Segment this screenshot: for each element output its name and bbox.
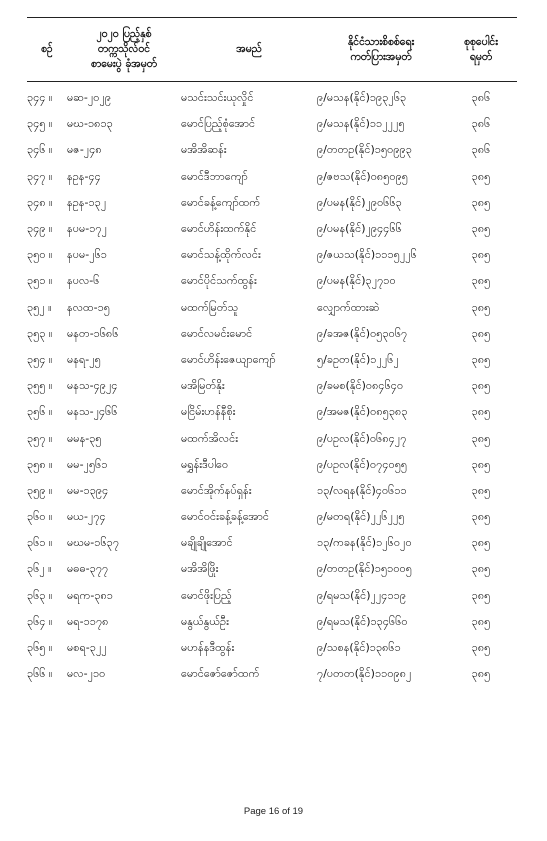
- nrc-cell: ၉/ပမန(နိုင်)၂၉၀၆၆၃: [317, 195, 402, 209]
- serial-cell: ၃၆၀ ။: [27, 510, 53, 524]
- name-cell: မောင်ပိုင်သက်ထွန်း: [181, 274, 257, 288]
- name-cell: မနွယ်နွယ်ဦး: [181, 614, 229, 628]
- header-nrc-line: နိုင်ငံသားစိစစ်ရေး: [347, 35, 415, 48]
- score-cell: ၃၈၅: [471, 300, 491, 314]
- serial-cell: ၃၆၄ ။: [27, 614, 53, 628]
- roll-cell: မဆ-၂၀၂၉: [67, 91, 112, 105]
- nrc-cell: ၇/ပတတ(နိုင်)၁၁၀၉၈၂: [317, 667, 412, 681]
- nrc-cell: ၉/သစန(နိုင်)၁၃၈၆၁: [317, 641, 401, 655]
- serial-cell: ၃၆၃ ။: [27, 588, 53, 602]
- name-cell: မဟန်နဒီထွန်း: [181, 641, 235, 655]
- score-cell: ၃၈၅: [471, 222, 491, 236]
- roll-cell: မနသ-၂၄၆၆: [67, 405, 118, 419]
- name-cell: မရွှန်းဒီပါဝေ: [181, 457, 229, 471]
- score-cell: ၃၈၅: [471, 588, 491, 602]
- serial-cell: ၃၄၈ ။: [27, 195, 53, 209]
- name-cell: မောင်ခန့်ကျော်ထက်: [181, 195, 261, 209]
- nrc-cell: ၉/ခမစ(နိုင်)၀၈၄၆၄၀: [317, 379, 404, 393]
- roll-cell: နပမ-၁၇၂: [67, 222, 107, 236]
- serial-cell: ၃၅၅ ။: [27, 379, 53, 393]
- table-row: [27, 217, 517, 243]
- roll-cell: နဥန-၁၃၂: [67, 195, 107, 209]
- table-row: [27, 584, 517, 610]
- nrc-cell: ၉/မသန(နိုင်)၁၁၂၂၂၅: [317, 117, 405, 131]
- serial-cell: ၃၄၄ ။: [27, 91, 53, 105]
- serial-cell: ၃၆၂ ။: [27, 562, 52, 576]
- nrc-cell: ၉/ရမသ(နိုင်)၂၂၄၁၁၉: [317, 588, 407, 602]
- table-row: [27, 400, 517, 426]
- header-roll-line: တက္ကသိုလ်ဝင်: [97, 43, 151, 55]
- roll-cell: မရ-၁၁၇၈: [67, 614, 109, 628]
- table-row: [27, 243, 517, 269]
- name-cell: မောင်ဝင်းခန့်ခန့်အောင်: [181, 510, 269, 524]
- table-row: [27, 557, 517, 583]
- page-number-footer: Page 16 of 19: [243, 806, 304, 817]
- header-name: အမည်: [236, 43, 262, 55]
- table-row: [27, 662, 517, 688]
- score-cell: ၃၈၆: [471, 143, 491, 157]
- name-cell: မအိအိဖြိုး: [181, 562, 219, 576]
- name-cell: မောင်အိုက်နပ်ရှန်း: [181, 483, 252, 497]
- score-cell: ၃၈၅: [471, 274, 491, 288]
- serial-cell: ၃၅၆ ။: [27, 405, 53, 419]
- score-cell: ၃၈၅: [471, 169, 491, 183]
- score-cell: ၃၈၅: [471, 641, 491, 655]
- table-row: [27, 322, 517, 348]
- serial-cell: ၃၅၇ ။: [27, 431, 53, 445]
- serial-cell: ၃၅၉ ။: [27, 483, 53, 497]
- table-row: [27, 296, 517, 322]
- header-roll-number: [67, 18, 181, 82]
- nrc-cell: ၉/တတဥ(နိုင်)၁၅၁၀၀၅: [317, 562, 412, 576]
- roll-cell: မဇ-၂၄၈: [67, 143, 102, 157]
- score-cell: ၃၈၅: [471, 667, 491, 681]
- score-cell: ၃၈၅: [471, 614, 491, 628]
- header-total-score: [445, 18, 517, 82]
- table-row: [27, 636, 517, 662]
- nrc-cell: ၁၃/လရန(နိုင်)၄၀၆၁၁: [317, 483, 407, 497]
- roll-cell: နဥန-၄၄: [67, 169, 101, 183]
- header-score-line: ရမှတ်: [469, 50, 493, 63]
- serial-cell: ၃၄၇ ။: [27, 169, 53, 183]
- roll-cell: မနတ-၁၆၈၆: [67, 326, 119, 340]
- name-cell: မအိမြတ်နိုး: [181, 379, 225, 393]
- serial-cell: ၃၅၃ ။: [27, 326, 53, 340]
- nrc-cell: ၅/ခဥတ(နိုင်)၁၂၂၆၂: [317, 352, 399, 366]
- score-cell: ၃၈၅: [471, 536, 491, 550]
- nrc-cell: ၉/ပဥလ(နိုင်)၀၆၈၄၂၇: [317, 431, 407, 445]
- score-cell: ၃၈၅: [471, 405, 491, 419]
- nrc-cell: ၉/ပမန(နိုင်)၂၉၄၄၆၆: [317, 222, 402, 236]
- score-cell: ၃၈၆: [471, 117, 491, 131]
- table-row: [27, 374, 517, 400]
- header-nrc-line: ကတ်ပြားအမှတ်: [350, 50, 412, 63]
- nrc-cell: ၉/မသန(နိုင်)၁၉၃၂၆၃: [317, 91, 407, 105]
- roll-cell: မဃမ-၁၆၃၇: [67, 536, 120, 550]
- roll-cell: မမန-၃၅: [67, 431, 102, 445]
- table-row: [27, 165, 517, 191]
- roll-cell: မနရ-၂၅: [67, 352, 101, 366]
- score-cell: ၃၈၅: [471, 457, 491, 471]
- name-cell: မောင်ပြည့်စုံအောင်: [181, 117, 256, 131]
- serial-cell: ၃၆၁ ။: [27, 536, 53, 550]
- name-cell: မောင်ဟိန်းဇေယျာကျော်: [181, 352, 276, 366]
- serial-cell: ၃၄၅ ။: [27, 117, 53, 131]
- table-row: [27, 610, 517, 636]
- serial-cell: ၃၅၂ ။: [27, 300, 52, 314]
- name-cell: မချိုချိုအောင်: [181, 536, 233, 550]
- nrc-cell: ၉/မတရ(နိုင်)၂၂၆၂၂၅: [317, 510, 405, 524]
- name-cell: မငြိမ်းဟန်နီစိုး: [181, 405, 236, 419]
- table-row: [27, 138, 517, 164]
- roll-cell: မရက-၃၈၁: [67, 588, 113, 602]
- table-row: [27, 426, 517, 452]
- nrc-cell: ၉/ဇဗသ(နိုင်)၀၈၅၀၉၅: [317, 169, 408, 183]
- header-roll-line: စာမေးပွဲ ခုံအမှတ်: [91, 58, 157, 70]
- roll-cell: မမ-၂၅၆၁: [67, 457, 108, 471]
- table-header-row: [27, 18, 517, 82]
- nrc-cell: ၉/ပမန(နိုင်)၃၂၇၁၀: [317, 274, 396, 288]
- nrc-cell: လျှောက်ထားဆဲ: [317, 300, 380, 314]
- table-body: [27, 82, 517, 689]
- serial-cell: ၃၅၄ ။: [27, 352, 53, 366]
- roll-cell: နပမ-၂၆၁: [67, 248, 107, 262]
- table-row: [27, 479, 517, 505]
- roll-cell: မဓဓ-၃၇၇: [67, 562, 109, 576]
- score-cell: ၃၈၅: [471, 510, 491, 524]
- roll-cell: မလ-၂၁၀: [67, 667, 106, 681]
- serial-cell: ၃၅၈ ။: [27, 457, 53, 471]
- table-row: [27, 82, 517, 113]
- table-row: [27, 269, 517, 295]
- name-cell: မထက်မြတ်သူ: [181, 300, 239, 314]
- table-row: [27, 505, 517, 531]
- nrc-cell: ၉/အမဇ(နိုင်)၀၈၅၃၈၃: [317, 405, 408, 419]
- serial-cell: ၃၆၆ ။: [27, 667, 53, 681]
- roll-cell: မဃ-၁၈၁၃: [67, 117, 113, 131]
- nrc-cell: ၉/ဇယသ(နိုင်)၁၁၁၅၂၂၆: [317, 248, 417, 262]
- name-cell: မအိအိဆန်း: [181, 143, 227, 157]
- name-cell: မထက်အိလင်း: [181, 431, 238, 445]
- score-cell: ၃၈၅: [471, 562, 491, 576]
- roll-cell: မယ-၂၇၄: [67, 510, 106, 524]
- header-serial-number: စဉ်: [41, 43, 53, 55]
- name-cell: မောင်သန့်ထိုက်လင်း: [181, 248, 261, 262]
- name-cell: မသင်းသင်းယုလှိုင်: [181, 91, 254, 105]
- nrc-cell: ၉/တတဥ(နိုင်)၁၅၀၉၉၃: [317, 143, 412, 157]
- score-cell: ၃၈၆: [471, 91, 491, 105]
- serial-cell: ၃၄၉ ။: [27, 222, 53, 236]
- serial-cell: ၃၅၁ ။: [27, 274, 53, 288]
- name-cell: မောင်ဟိန်းထက်နိုင်: [181, 222, 257, 236]
- roll-cell: မနသ-၄၉၂၄: [67, 379, 118, 393]
- table-row: [27, 531, 517, 557]
- header-score-line: စုစုပေါင်း: [464, 35, 498, 48]
- serial-cell: ၃၆၅ ။: [27, 641, 53, 655]
- table-row: [27, 191, 517, 217]
- nrc-cell: ၉/ပဥလ(နိုင်)၀၇၄၀၅၅: [317, 457, 408, 471]
- score-cell: ၃၈၅: [471, 248, 491, 262]
- nrc-cell: ၉/ခအဇ(နိုင်)၀၅၃၀၆၇: [317, 326, 408, 340]
- nrc-cell: ၉/ရမသ(နိုင်)၁၃၄၆၆၀: [317, 614, 408, 628]
- score-cell: ၃၈၅: [471, 326, 491, 340]
- name-cell: မောင်ဒီဘာကျော်: [181, 169, 248, 183]
- table-row: [27, 348, 517, 374]
- table-row: [27, 453, 517, 479]
- roll-cell: နလထ-၁၅: [67, 300, 110, 314]
- score-cell: ၃၈၅: [471, 431, 491, 445]
- table-row: [27, 112, 517, 138]
- roll-cell: မစရ-၃၂၂: [67, 641, 107, 655]
- score-cell: ၃၈၅: [471, 379, 491, 393]
- score-cell: ၃၈၅: [471, 352, 491, 366]
- name-cell: မောင်လမင်းမောင်: [181, 326, 253, 340]
- header-roll-line: ၂၀၂၀ ပြည့်နှစ်: [96, 28, 152, 40]
- nrc-cell: ၁၃/ကခန(နိုင်)၁၂၆၀၂၀: [317, 536, 412, 550]
- header-nrc: [317, 18, 445, 82]
- roll-cell: မမ-၁၃၉၄: [67, 483, 109, 497]
- results-table: [27, 17, 517, 688]
- name-cell: မောင်ဇော်ဇော်ထက်: [181, 667, 260, 681]
- score-cell: ၃၈၅: [471, 483, 491, 497]
- roll-cell: နပလ-၆: [67, 274, 100, 288]
- serial-cell: ၃၅၀ ။: [27, 248, 53, 262]
- score-cell: ၃၈၅: [471, 195, 491, 209]
- name-cell: မောင်ဖိုးပြည့်: [181, 588, 232, 602]
- serial-cell: ၃၄၆ ။: [27, 143, 53, 157]
